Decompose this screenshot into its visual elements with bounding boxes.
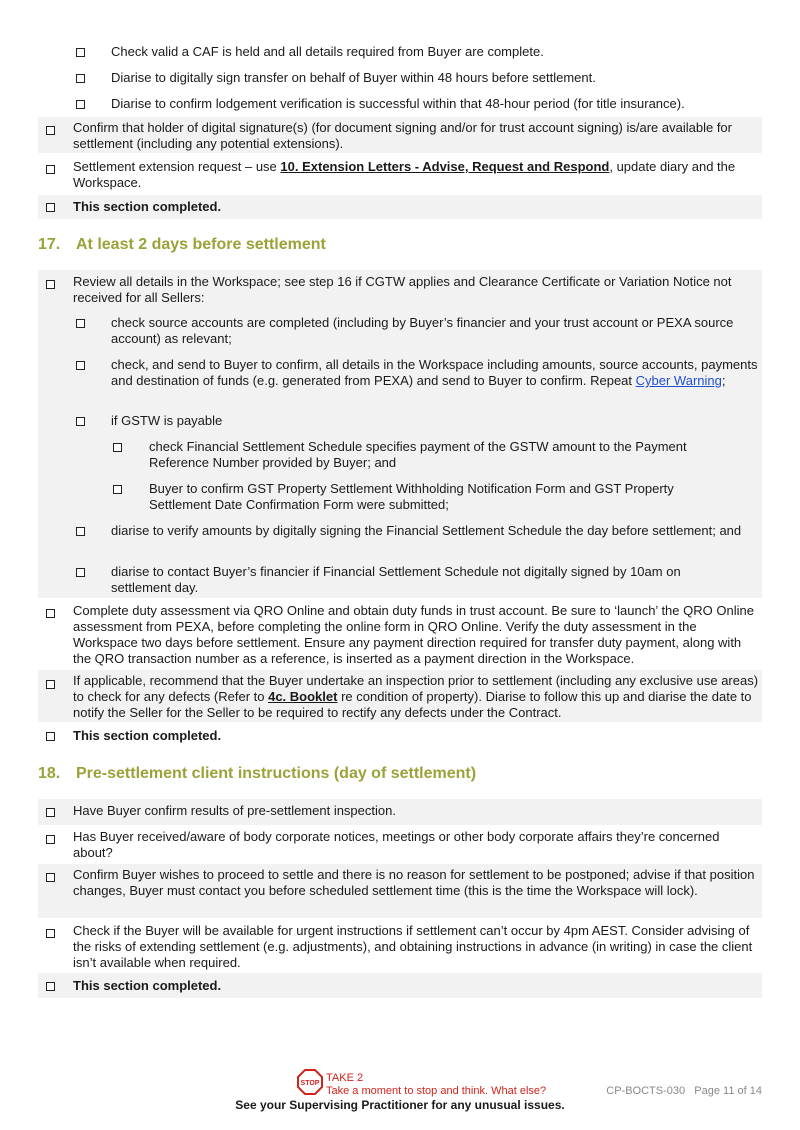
section-number: 17. xyxy=(38,236,61,253)
section-title: At least 2 days before settlement xyxy=(76,236,326,253)
item-text: Check if the Buyer will be available for urgent instructions if settlement can’t occur by 4pm AEST. Consider advising of the risks of extending settlement (e.g. adjustments), and obtaining instructions in advance (in writing) in case the client isn’t available when required. xyxy=(73,923,753,970)
supervising-practitioner-note: See your Supervising Practitioner for any unusual issues. xyxy=(235,1098,565,1112)
take2-note xyxy=(326,1072,546,1098)
checkbox[interactable] xyxy=(46,732,55,741)
item-text: check, and send to Buyer to confirm, all details in the Workspace including amounts, source accounts, payments and destination of funds (e.g. generated from PEXA) and send to Buyer to confirm. Repeat Cyber Warning; xyxy=(111,357,758,388)
item-text: Confirm that holder of digital signature(s) (for document signing and/or for trust account signing) is/are available for settlement (including any potential extensions). xyxy=(73,120,732,151)
checkbox[interactable] xyxy=(46,873,55,882)
item-text: check Financial Settlement Schedule specifies payment of the GSTW amount to the Payment Reference Number provided by Buyer; and xyxy=(149,439,687,470)
take2-title: TAKE 2 xyxy=(326,1072,364,1084)
section-completed-row xyxy=(38,973,762,998)
checkbox[interactable] xyxy=(76,527,85,536)
checkbox[interactable] xyxy=(46,835,55,844)
checkbox[interactable] xyxy=(46,808,55,817)
item-text: Check valid a CAF is held and all details required from Buyer are complete. xyxy=(111,44,544,59)
stop-sign-icon xyxy=(297,1069,323,1095)
checkbox[interactable] xyxy=(46,165,55,174)
checkbox[interactable] xyxy=(46,609,55,618)
section-completed-label: This section completed. xyxy=(73,978,222,993)
booklet-reference[interactable]: 4c. Booklet xyxy=(268,689,338,704)
section-number: 18. xyxy=(38,765,61,782)
checkbox[interactable] xyxy=(76,568,85,577)
item-text: Has Buyer received/aware of body corporate notices, meetings or other body corporate affairs they’re concerned about? xyxy=(73,829,720,860)
checkbox[interactable] xyxy=(46,982,55,991)
item-text: diarise to contact Buyer’s financier if Financial Settlement Schedule not digitally signed by 10am on settlement day. xyxy=(111,564,681,595)
section-completed-row xyxy=(38,724,762,748)
checklist-item xyxy=(38,600,762,668)
checkbox[interactable] xyxy=(76,48,85,57)
checkbox[interactable] xyxy=(46,680,55,689)
checkbox[interactable] xyxy=(76,417,85,426)
checklist-item xyxy=(38,670,762,722)
checkbox[interactable] xyxy=(46,280,55,289)
item-text: Diarise to digitally sign transfer on behalf of Buyer within 48 hours before settlement. xyxy=(111,70,596,85)
section-completed-label: This section completed. xyxy=(73,728,222,743)
item-text: Have Buyer confirm results of pre-settlement inspection. xyxy=(73,803,396,818)
section-heading xyxy=(38,765,476,783)
checkbox[interactable] xyxy=(113,443,122,452)
checklist-item xyxy=(38,799,762,825)
checklist-item xyxy=(38,96,762,116)
checkbox[interactable] xyxy=(76,74,85,83)
section-heading xyxy=(38,236,326,254)
checklist-item xyxy=(38,158,762,194)
extension-letters-reference[interactable]: 10. Extension Letters - Advise, Request and Respond xyxy=(280,159,610,174)
stop-sign-text: STOP xyxy=(300,1080,320,1087)
checkbox[interactable] xyxy=(76,100,85,109)
checkbox[interactable] xyxy=(76,319,85,328)
document-code-page-number: CP-BOCTS-030 Page 11 of 14 xyxy=(606,1085,762,1097)
checklist-item xyxy=(38,826,762,862)
checkbox[interactable] xyxy=(46,929,55,938)
item-text: Complete duty assessment via QRO Online and obtain duty funds in trust account. Be sure to ‘launch’ the QRO Online assessment from PEXA, before completing the online form in QRO Online. Verify the duty assessment in the Workspace two days before settlement. Ensure any payment direction required for transfer duty payment, along with the QRO transaction number as a reference, is inserted as a payment direction in the Workspace. xyxy=(73,603,754,666)
item-text: check source accounts are completed (including by Buyer’s financier and your trust account or PEXA source account) as relevant; xyxy=(111,315,734,346)
cyber-warning-link[interactable]: Cyber Warning xyxy=(635,373,722,388)
checklist-item xyxy=(38,864,762,918)
item-text: Settlement extension request – use 10. Extension Letters - Advise, Request and Respond, update diary and the Workspace. xyxy=(73,159,736,190)
item-text: Buyer to confirm GST Property Settlement Withholding Notification Form and GST Property Settlement Date Confirmation Form were submitted; xyxy=(149,481,674,512)
checklist-item xyxy=(38,44,762,64)
checkbox[interactable] xyxy=(46,203,55,212)
checkbox[interactable] xyxy=(46,126,55,135)
take2-subtitle: Take a moment to stop and think. What else? xyxy=(326,1085,547,1097)
item-text: diarise to verify amounts by digitally signing the Financial Settlement Schedule the day before settlement; and xyxy=(111,523,742,538)
item-text: if GSTW is payable xyxy=(111,413,223,428)
checklist-item xyxy=(38,70,762,90)
review-block xyxy=(38,270,762,598)
checklist-item xyxy=(38,920,762,972)
section-title: Pre-settlement client instructions (day of settlement) xyxy=(76,765,477,782)
item-text: Confirm Buyer wishes to proceed to settle and there is no reason for settlement to be postponed; advise if that position changes, Buyer must contact you before scheduled settlement time (this is the time the Workspace will lock). xyxy=(73,867,755,898)
item-text: Review all details in the Workspace; see step 16 if CGTW applies and Clearance Certificate or Variation Notice not received for all Sellers: xyxy=(73,274,732,305)
checkbox[interactable] xyxy=(76,361,85,370)
section-completed-label: This section completed. xyxy=(73,199,222,214)
checkbox[interactable] xyxy=(113,485,122,494)
checklist-item xyxy=(38,117,762,153)
section-completed-row xyxy=(38,195,762,219)
item-text: If applicable, recommend that the Buyer undertake an inspection prior to settlement (including any exclusive use areas) to check for any defects (Refer to 4c. Booklet re condition of property). Diarise to follow this up and diarise the date to notify the Seller for the Seller to be required to rectify any defects under the Contract. xyxy=(73,673,759,720)
item-text: Diarise to confirm lodgement verification is successful within that 48-hour period (for title insurance). xyxy=(111,96,685,111)
